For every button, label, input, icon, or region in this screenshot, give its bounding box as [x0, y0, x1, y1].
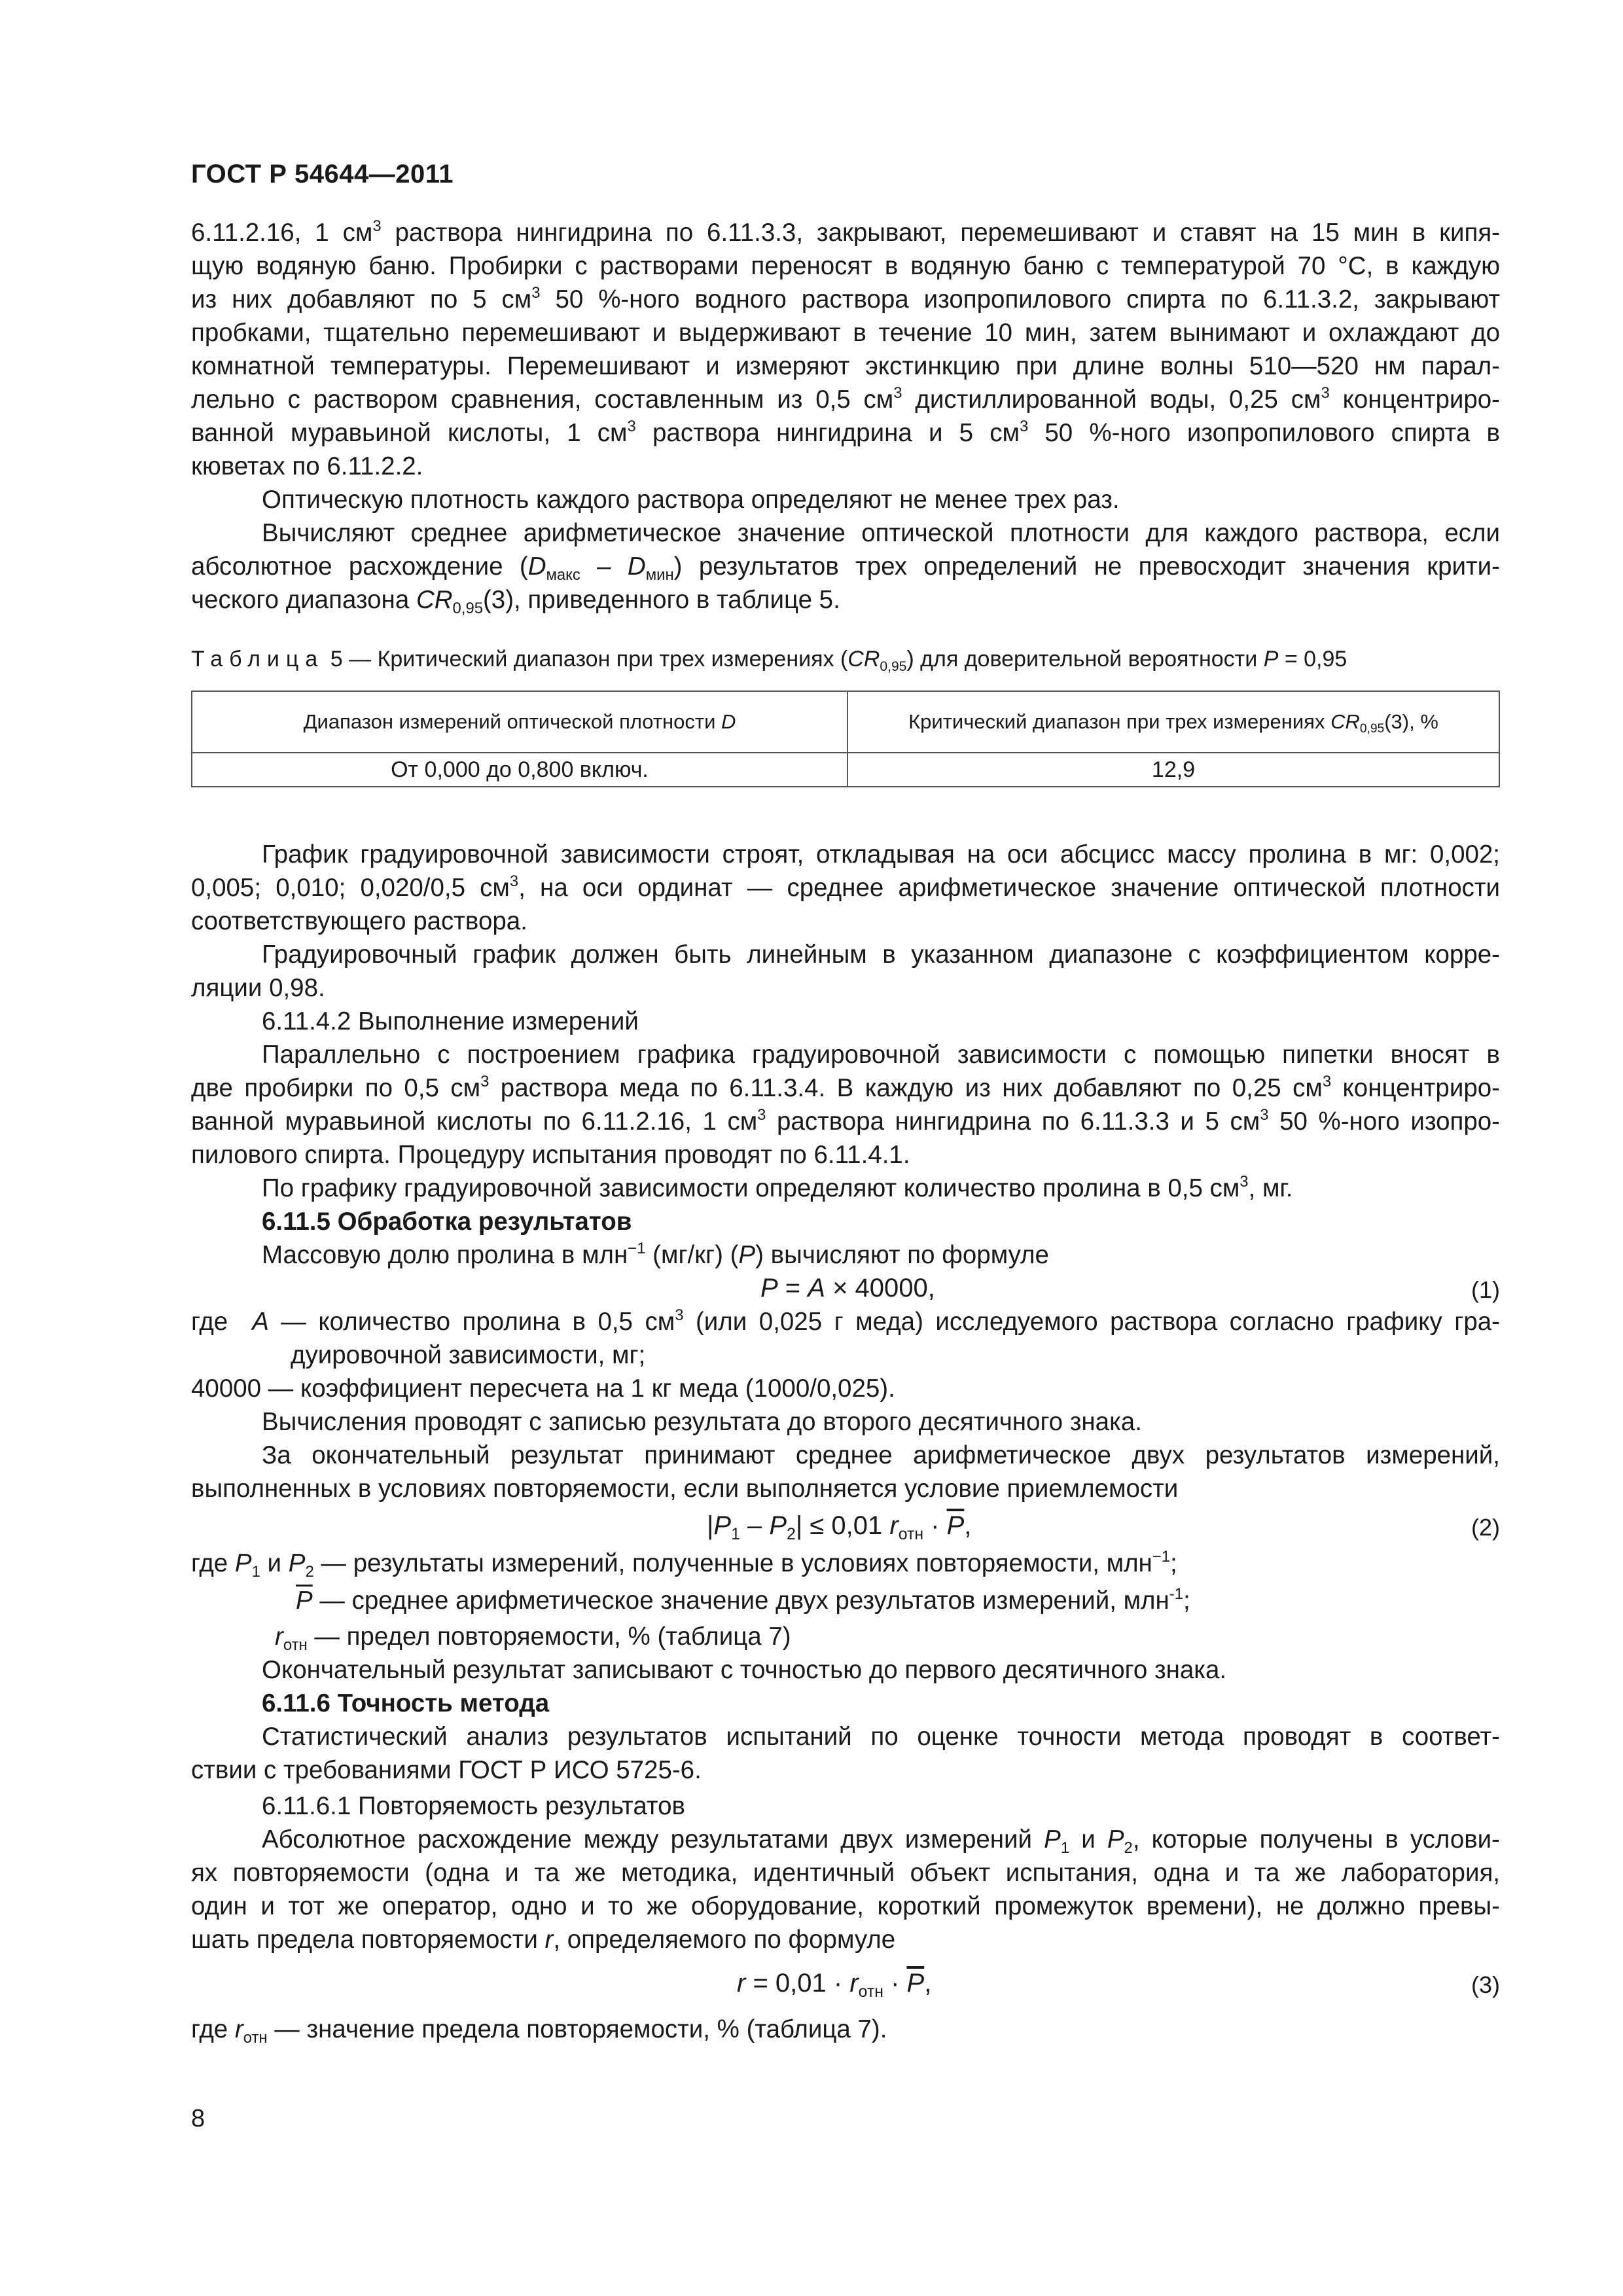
- para13-line3: один и тот же оператор, одно и то же оборудование, короткий промежуток времени), не должно превы-: [191, 1892, 1500, 1920]
- para9: Вычисления проводят с записью результата до второго десятичного знака.: [262, 1408, 1142, 1436]
- page-number: 8: [191, 2105, 205, 2132]
- formula-2: $|P_1 - P_2| \le 0,01$ $r_{отн} \cdot \overline{P}$,: [707, 1511, 972, 1543]
- table5: [191, 691, 1500, 787]
- para11: Окончательный результат записывают с точностью до первого десятичного знака.: [262, 1656, 1227, 1684]
- para6-line1: Параллельно с построением графика градуировочной зависимости с помощью пипетки вносят в: [262, 1041, 1500, 1069]
- section-6-11-4-2: 6.11.4.2 Выполнение измерений: [262, 1007, 639, 1035]
- table5-row1-col2: 12,9: [847, 753, 1499, 787]
- para13-line2: ях повторяемости (одна и та же методика, идентичный объект испытания, одна и та же лаборатория,: [191, 1859, 1500, 1887]
- para4-line1: График градуировочной зависимости строят, откладывая на оси абсцисс массу пролина в мг: 0,002;: [262, 840, 1500, 869]
- para13-line4: шать предела повторяемости r, определяемого по формуле: [191, 1926, 896, 1954]
- document-header: ГОСТ Р 54644—2011: [191, 160, 454, 188]
- table5-caption-text: 5 — Критический диапазон при трех измерениях $(CR_{0,95})$ для доверительной вероятности P = 0,95: [330, 647, 1347, 674]
- para10-line2: выполненных в условиях повторяемости, если выполняется условие приемлемости: [191, 1475, 1179, 1503]
- para5-line2: ляции 0,98.: [191, 974, 325, 1002]
- para3-line1: Вычисляют среднее арифметическое значение оптической плотности для каждого раствора, если: [262, 519, 1500, 547]
- para1-line6: лельно с раствором сравнения, составленным из 0,5 $см^3$ дистиллированной воды, 0,25 $см^3$ концентриро-: [191, 384, 1501, 414]
- para1-line1: 6.11.2.16, 1 $см^3$ раствора нингидрина по 6.11.3.3, закрывают, перемешивают и ставят на 15 мин в кипя-: [191, 217, 1500, 247]
- para12-line2: ствии с требованиями ГОСТ Р ИСО 5725-6.: [191, 1756, 702, 1784]
- para8: Массовую долю пролина в млн$^{-1}$ (мг/кг) (P) вычисляют по формуле: [262, 1240, 1049, 1269]
- section-6-11-6: 6.11.6 Точность метода: [262, 1689, 550, 1717]
- where2-line2: $\overline{P}$ — среднее арифметическое значение двух результатов измерений, млн$^{-1}$;: [296, 1585, 1190, 1615]
- where1-line2: дуировочной зависимости, мг;: [291, 1341, 646, 1369]
- where2-line3: $r_{отн}$ — предел повторяемости, % (таблица 7): [275, 1623, 791, 1654]
- para7: По графику градуировочной зависимости определяют количество пролина в 0,5 $см^3$, мг.: [262, 1173, 1293, 1202]
- para4-line3: соответствующего раствора.: [191, 907, 527, 935]
- para12-line1: Статистический анализ результатов испытаний по оценке точности метода проводят в соответ-: [262, 1723, 1500, 1751]
- para1-line3: из них добавляют по 5 $см^3$ 50 %-ного водного раствора изопропилового спирта по 6.11.3.2, закрывают: [191, 284, 1500, 314]
- formula-3-number: (3): [1471, 1971, 1500, 1998]
- para2: Оптическую плотность каждого раствора определяют не менее трех раз.: [262, 486, 1120, 514]
- para4-line2: 0,005; 0,010; 0,020/0,5 $см^3$, на оси ординат — среднее арифметическое значение оптической плотности: [191, 872, 1500, 902]
- para10-line1: За окончательный результат принимают среднее арифметическое двух результатов измерений,: [262, 1441, 1500, 1469]
- table5-caption-label: Таблица: [191, 647, 325, 672]
- formula-3: $r = 0,01 \cdot r_{отн} \cdot \overline{P}$,: [737, 1969, 932, 2001]
- para1-line5: комнатной температуры. Перемешивают и измеряют экстинкцию при длине волны 510—520 нм парал-: [191, 352, 1500, 380]
- para3-line3: ческого диапазона $CR_{0,95}(3)$, приведенного в таблице 5.: [191, 586, 840, 617]
- para6-line3: ванной муравьиной кислоты по 6.11.2.16, 1 $см^3$ раствора нингидрина по 6.11.3.3 и 5 $см^3$ 50 %-ного изопро-: [191, 1106, 1500, 1136]
- formula-1-number: (1): [1471, 1276, 1500, 1303]
- para5-line1: Градуировочный график должен быть линейным в указанном диапазоне с коэффициентом корре-: [262, 941, 1500, 969]
- para1-line2: щую водяную баню. Пробирки с растворами переносят в водяную баню с температурой 70 °С, в каждую: [191, 252, 1500, 280]
- para13-line1: Абсолютное расхождение между результатами двух измерений $P_1$ и $P_2$, которые получены в услови-: [262, 1825, 1501, 1857]
- table5-caption: [191, 645, 1500, 673]
- table5-col1-header: Диапазон измерений оптической плотности D: [192, 691, 847, 753]
- para6-line2: две пробирки по 0,5 $см^3$ раствора меда по 6.11.3.4. В каждую из них добавляют по 0,25 $см^3$ концентриро-: [191, 1073, 1500, 1102]
- formula-1: P = A × 40000,: [760, 1274, 935, 1302]
- where2-line1: где $P_1$ и $P_2$ — результаты измерений, полученные в условиях повторяемости, млн$^{-1}$;: [191, 1548, 1177, 1581]
- section-6-11-5: 6.11.5 Обработка результатов: [262, 1208, 632, 1236]
- where1-line3: 40000 — коэффициент пересчета на 1 кг меда (1000/0,025).: [191, 1374, 895, 1403]
- section-6-11-6-1: 6.11.6.1 Повторяемость результатов: [262, 1792, 685, 1820]
- table5-row1-col1: От 0,000 до 0,800 включ.: [192, 753, 847, 787]
- formula-2-number: (2): [1471, 1514, 1500, 1541]
- where3: где $r_{отн}$ — значение предела повторяемости, % (таблица 7).: [191, 2015, 887, 2047]
- table5-col2-header: Критический диапазон при трех измерениях $CR_{0,95}(3)$, %: [847, 691, 1499, 753]
- para1-line7: ванной муравьиной кислоты, 1 $см^3$ раствора нингидрина и 5 $см^3$ 50 %-ного изопропилового спирта в: [191, 418, 1501, 447]
- para1-line4: пробками, тщательно перемешивают и выдерживают в течение 10 мин, затем вынимают и охлаждают до: [191, 319, 1500, 347]
- para6-line4: пилового спирта. Процедуру испытания проводят по 6.11.4.1.: [191, 1141, 910, 1169]
- para1-line8: кюветах по 6.11.2.2.: [191, 452, 423, 480]
- where1-line1: где A — количество пролина в 0,5 $см^3$ (или 0,025 г меда) исследуемого раствора согласно графику гра-: [191, 1306, 1500, 1336]
- para3-line2: абсолютное расхождение $(D_{макс} - D_{мин})$ результатов трех определений не превосходит значения крити-: [191, 552, 1500, 584]
